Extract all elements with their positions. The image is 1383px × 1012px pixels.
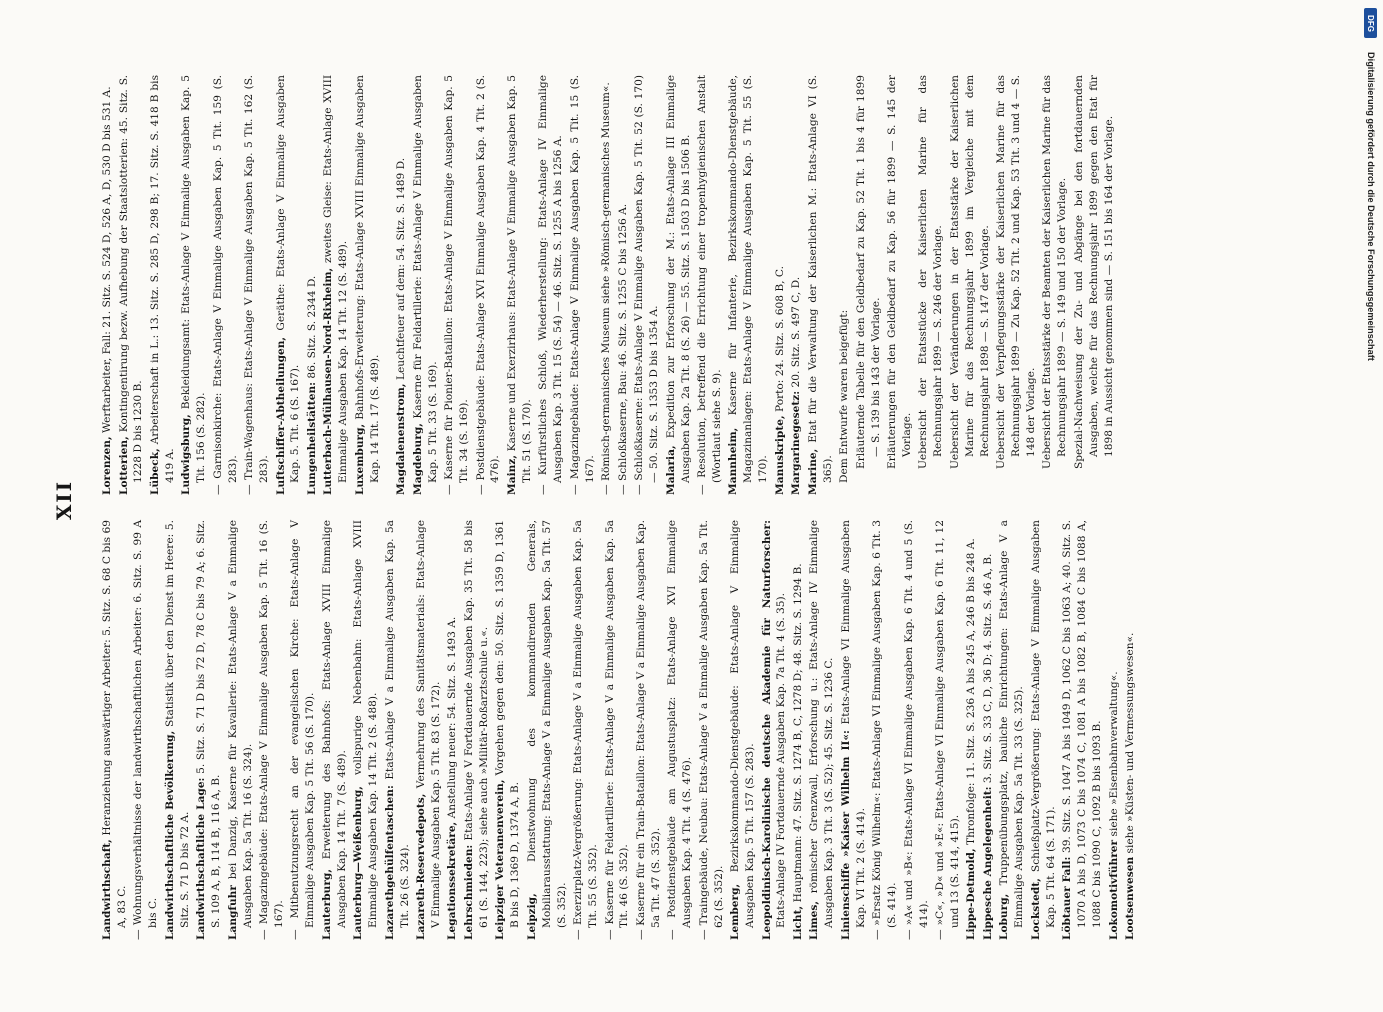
index-entry-text: Schießplatz-Vergrößerung: Etats-Anlage V Einmalige Ausgaben Kap. 5 Tit. 64 (S. 171). [1029, 520, 1057, 928]
dfg-logo [1364, 8, 1377, 38]
index-entry-text: Kaserne für Infanterie, Bezirkskommando-Dienstgebäude, Magazinanlagen: Etats-Anlage V Einmalige Ausgaben Kap. 5 Tit. 55 (S. 170). [727, 75, 770, 483]
dfg-logo-text: DFG [1366, 14, 1376, 32]
index-entry-text: — Mitbenutzungsrecht an der evangelischen Kirche: Etats-Anlage V Einmalige Ausgaben Kap. 5 Tit. 56 (S. 170). [289, 520, 317, 940]
index-entry-heading: Magdeburg, [411, 423, 424, 495]
index-entry-heading: Löbtauer Fall: [1061, 856, 1074, 940]
index-entry [179, 75, 209, 495]
index-entry [194, 520, 224, 940]
index-entry [916, 75, 946, 495]
index-entry-text: Werftarbeiter, Fall: 21. Sitz. S. 524 D, 526 A, D, 530 D bis 531 A. [101, 86, 113, 433]
index-entry [837, 75, 852, 495]
index-entry [870, 520, 900, 940]
index-entry [1040, 75, 1070, 495]
index-entry [1123, 520, 1138, 940]
index-entry [353, 75, 383, 495]
index-entry-text: Porto: 24. Sitz. S. 608 B, C. [773, 266, 786, 412]
index-entry-text: Heranziehung auswärtiger Arbeiter: 5. Sitz. S. 68 C bis 69 A, 83 C. [101, 520, 128, 928]
index-entry [568, 75, 598, 495]
page-number: XII [52, 479, 76, 521]
index-entry-text: — Wohnungsverhältnisse der landwirthschaftlichen Arbeiter: 6. Sitz. S. 99 A bis C. [132, 520, 160, 940]
index-entry-text: — Magazingebäude: Etats-Anlage V Einmalige Ausgaben Kap. 5 Tit. 15 (S. 167). [568, 75, 596, 495]
index-entry-text: Bekleidungsamt: Etats-Anlage V Einmalige Ausgaben Kap. 5 Tit. 156 (S. 282). [180, 75, 208, 483]
index-entry [726, 75, 771, 495]
index-entry-text: — »A« und »B«: Etats-Anlage VI Einmalige Ausgaben Kap. 6 Tit. 4 und 5 (S. 414). [902, 520, 930, 940]
index-entry [100, 75, 115, 495]
index-entry-text: Arbeiterschaft in L.: 13. Sitz. S. 285 D, 298 B; 17. Sitz. S. 418 B bis 419 A. [148, 74, 176, 483]
index-entry-heading: Lippe-Detmold, [965, 848, 978, 940]
index-entry-text: — Kaserne für ein Train-Bataillon: Etats-Anlage V a Einmalige Ausgaben Kap. 5a Tit. 47 (S. 352). [634, 520, 662, 940]
index-entry-heading: Lübeck, [148, 448, 161, 495]
index-entry-text: Thronfolge: 11. Sitz. S. 236 A bis 245 A, 246 B bis 248 A. [965, 538, 978, 845]
index-entry-heading: Landwirthschaftliche Lage: [195, 777, 208, 940]
index-entry-text: siehe »Küsten- und Vermessungswesen«. [1124, 632, 1137, 854]
index-entry-heading: Mannheim, [727, 427, 740, 495]
index-entry-text: 5. Sitz. S. 71 D bis 72 D, 78 C bis 79 A; 6. Sitz. S. 109 A, B, 114 B, 116 A, B. [195, 520, 223, 928]
index-entry-heading: Lemberg, [729, 883, 742, 940]
index-entry-text: Erweiterung des Bahnhofs: Etats-Anlage XVIII Einmalige Ausgaben Kap. 14 Tit. 7 (S. 489). [320, 520, 348, 928]
index-entry-text: Uebersicht der Verpflegungsstärke der Kaiserlichen Marine für das Rechnungsjahr 1899 — Zu Kap. 52 Tit. 2 und Kap. 53 Tit. 3 und 4 — S. 148 der Vorlage. [995, 75, 1037, 469]
index-entry [902, 520, 932, 940]
index-entry-text: Dem Entwurfe waren beigefügt: [838, 309, 851, 483]
index-entry-heading: Lazareth-Reservedepots, [415, 793, 428, 940]
index-entry-heading: Luxemburg, [353, 423, 366, 495]
index-entry [394, 75, 409, 495]
index-entry-text: Statistik über den Dienst im Heere: 5. Sitz. S. 71 D bis 72 A. [163, 519, 191, 928]
index-entry-text: — »Ersatz König Wilhelm«: Etats-Anlage VI Einmalige Ausgaben Kap. 6 Tit. 3 (S. 414). [871, 520, 899, 940]
index-entry [1107, 520, 1122, 940]
index-entry [807, 520, 837, 940]
index-entry [536, 75, 566, 495]
index-entry-text: Etats-Anlage V a Einmalige Ausgaben Kap. 5a Tit. 26 (S. 324). [383, 520, 411, 928]
index-entry-text: — Resolution, betreffend die Errichtung einer tropenhygienischen Anstalt (Wortlaut siehe S. 9). [696, 75, 723, 495]
index-entry [994, 75, 1039, 495]
index-entry-text: Etats-Anlage VI Einmalige Ausgaben Kap. VI Tit. 2 (S. 414). [839, 520, 867, 928]
index-entry [211, 75, 241, 495]
index-entry-text: Dienstwohnung des kommandirenden Generals, Mobiliarausstattung: Etats-Anlage V a Einmalige Ausgaben Kap. 5a Tit. 57 (S. 352). [525, 520, 568, 928]
index-entry-text: 86. Sitz. S. 2344 D. [305, 275, 318, 379]
index-entry-heading: Lutterbach-Mülhausen-Nord-Rixheim, [322, 267, 335, 495]
index-entry-heading: Leipzig, [525, 893, 538, 940]
index-entry-text: 39. Sitz. S. 1047 A bis 1049 D, 1062 C bis 1063 A; 40. Sitz. S. 1070 A bis D, 1073 C bis 1074 C, 1081 A bis 1082 B, 1084 C bis 1088 A, 1088 C bis 1090 C, 1092 B bis 1093 B. [1061, 520, 1104, 928]
index-entry-text: — Exerzirplatz-Vergrößerung: Etats-Anlage V a Einmalige Ausgaben Kap. 5a Tit. 55 (S. 352). [572, 520, 599, 940]
index-entry-text: — Postdienstgebäude: Etats-Anlage XVI Einmalige Ausgaben Kap. 4 Tit. 2 (S. 476). [474, 75, 502, 495]
index-entry-heading: Leopoldinisch-Karolinische deutsche Akademie für Naturforscher: [760, 520, 773, 940]
index-entry [474, 75, 504, 495]
index-entry-text: bei Danzig, Kaserne für Kavallerie: Etats-Anlage V a Einmalige Ausgaben Kap. 5a Tit. 16 (S. 324). [226, 520, 254, 928]
index-entry-heading: Landwirthschaft, [101, 839, 113, 940]
section-gap [384, 75, 394, 495]
index-entry [383, 520, 413, 940]
index-entry [760, 520, 790, 940]
index-entry-heading: Malaria, [664, 445, 677, 495]
index-entry-text: Expedition zur Erforschung der M.: Etats-Anlage III Einmalige Ausgaben Kap. 2a Tit. 8 (S. 26) — 55. Sitz. S. 1503 D bis 1506 B. [664, 75, 692, 483]
index-entry-heading: Legationssekretäre, [446, 821, 459, 940]
index-entry-heading: Limes, [808, 900, 821, 940]
index-entry [148, 75, 178, 495]
index-entry-text: Vorgehen gegen den: 50. Sitz. S. 1359 D, 1361 B bis D, 1369 D, 1374 A, B. [494, 520, 522, 928]
index-entry [854, 75, 884, 495]
index-entry-text: — Garnisonkirche: Etats-Anlage V Einmalige Ausgaben Kap. 5 Tit. 159 (S. 283). [211, 75, 239, 495]
index-entry-heading: Lazarethgehülfentaschen: [383, 785, 396, 940]
index-entry [1060, 520, 1105, 940]
index-entry-heading: Marine, [806, 448, 819, 495]
index-entry-text: Hauptmann: 47. Sitz. S. 1274 B, C, 1278 D; 48. Sitz. S. 1294 B. [791, 563, 804, 903]
index-entry [665, 520, 695, 940]
index-entry-heading: Margarinegesetz: [790, 390, 803, 495]
index-entry-text: vollspurige Nebenbahn: Etats-Anlage XVIII Einmalige Ausgaben Kap. 14 Tit. 2 (S. 488). [352, 520, 380, 928]
index-entry [100, 520, 130, 940]
index-entry [634, 520, 664, 940]
index-entry-heading: Lauterburg—Weißenburg, [352, 786, 365, 940]
index-entry-text: Geräthe: Etats-Anlage V Einmalige Ausgaben Kap. 5. Tit. 6 (S. 167). [274, 75, 302, 483]
index-entry-text: Uebersicht der Etatsstücke der Kaiserlichen Marine für das Rechnungsjahr 1899 — S. 246 der Vorlage. [917, 75, 945, 469]
index-entry-text: Uebersicht der Veränderungen in der Etatsstärke der Kaiserlichen Marine für das Rechnungsjahr 1899 im Vergleiche mit dem Rechnungsjahr 1898 — S. 147 der Vorlage. [948, 75, 991, 469]
index-entry [603, 520, 633, 940]
index-entry-text: Vermehrung des Sanitätsmaterials: Etats-Anlage V Einmalige Ausgaben Kap. 5 Tit. 83 (S. 172). [415, 520, 442, 928]
index-entry-text: Bahnhofs-Erweiterung: Etats-Anlage XVIII Einmalige Ausgaben Kap. 14 Tit. 17 (S. 489). [353, 75, 381, 483]
index-entry [789, 75, 804, 495]
digitization-attribution [1362, 8, 1376, 1008]
index-entry [948, 75, 993, 495]
index-entry [964, 520, 979, 940]
index-entry [525, 520, 570, 940]
index-entry [117, 75, 147, 495]
index-entry-heading: Manuskripte, [773, 415, 786, 495]
index-entry [933, 520, 963, 940]
index-entry [242, 75, 272, 495]
index-entry-text: zweites Gleise: Etats-Anlage XVIII Einmalige Ausgaben Kap. 14 Tit. 12 (S. 489). [322, 75, 350, 483]
index-entry-text: Etats-Anlage IV Fortdauernde Ausgaben Kap. 7a Tit. 4 (S. 35). [775, 592, 788, 928]
index-entry [321, 75, 351, 495]
index-entry-text: — Römisch-germanisches Museum siehe »Römisch-germanisches Museum«. [600, 82, 613, 495]
index-entry-text: Etats-Anlage V Fortdauernde Ausgaben Kap. 35 Tit. 58 bis 61 (S. 144, 223); siehe auch »Militär-Roßarztschule u.«. [462, 520, 490, 928]
index-entry-text: 3. Sitz. S. 33 C, D, 36 D; 4. Sitz. S. 46 A, B. [981, 553, 994, 784]
index-entry [351, 520, 381, 940]
index-entry [1029, 520, 1059, 940]
index-entry-text: — Kaserne für Pionier-Bataillon: Etats-Anlage V Einmalige Ausgaben Kap. 5 Tit. 34 (S. 169). [443, 75, 471, 495]
index-entry [414, 520, 444, 940]
index-entry-text: — Schloßkaserne: Etats-Anlage V Einmalige Ausgaben Kap. 5 Tit. 52 (S. 170) — 50. Sitz. S. 1353 D bis 1354 A. [633, 75, 661, 495]
index-entry-text: — Schloßkaserne, Bau: 46. Sitz. S. 1255 C bis 1256 A. [616, 203, 629, 495]
index-entry [773, 75, 788, 495]
index-entry-heading: Loburg, [998, 893, 1011, 940]
index-entry [885, 75, 915, 495]
index-entry-text: Kontingentirung bezw. Aufhebung der Staatslotterien: 45. Sitz. S. 1228 D bis 1230 B. [117, 75, 145, 483]
index-entry-text: — Kaserne für Feldartillerie: Etats-Anlage V a Einmalige Ausgaben Kap. 5a Tit. 46 (S. 352). [603, 520, 631, 940]
index-entry [997, 520, 1027, 940]
index-entry [131, 520, 161, 940]
index-entry-text: Truppenübungsplatz, bauliche Einrichtungen: Etats-Anlage V a Einmalige Ausgaben Kap. 5a Tit. 33 (S. 325). [998, 520, 1026, 928]
index-entry-heading: Linienschiffe »Kaiser Wilhelm II«: [839, 730, 852, 940]
index-entry [505, 75, 535, 495]
index-column-right [100, 75, 1118, 495]
index-entry-text: 20. Sitz. S. 497 C, D. [790, 276, 803, 388]
index-entry [664, 75, 694, 495]
index-entry [257, 520, 287, 940]
index-entry [442, 75, 472, 495]
attribution-text: Digitalisierung gefördert durch die Deutsche Forschungsgemeinschaft [1366, 52, 1376, 361]
index-entry-heading: Ludwigsburg, [180, 414, 193, 495]
index-entry-text: — Kurfürstliches Schloß, Wiederherstellung: Etats-Anlage IV Einmalige Ausgaben Kap. 3 Tit. 15 (S. 54) — 46. Sitz. S. 1255 A bis 1256 A. [537, 75, 565, 495]
index-entry-text: — Traingebäude, Neubau: Etats-Anlage V a Einmalige Ausgaben Kap. 5a Tit. 62 (S. 352). [697, 520, 725, 940]
index-entry-heading: Licht, [791, 905, 804, 940]
index-column-left [100, 520, 1140, 940]
index-entry-heading: Lootsenwesen [1124, 856, 1137, 940]
index-entry [981, 520, 996, 940]
index-entry-heading: Lungenheilstätten: [305, 381, 318, 495]
index-entry-text: — Train-Wagenhaus: Etats-Anlage V Einmalige Ausgaben Kap. 5 Tit. 162 (S. 283). [243, 75, 271, 495]
index-entry-heading: Lehrschmieden: [462, 844, 475, 940]
index-entry [728, 520, 758, 940]
index-entry [493, 520, 523, 940]
index-entry-heading: Magdalenenstrom, [395, 383, 408, 495]
index-entry-heading: Leipziger Veteranenverein, [494, 779, 507, 940]
index-entry-heading: Mainz, [505, 454, 518, 495]
index-entry-text: Uebersicht der Etatsstärke der Beamten der Kaiserlichen Marine für das Rechnungsjahr 1899 — S. 149 und 150 der Vorlage. [1041, 75, 1069, 469]
index-entry [571, 520, 601, 940]
index-entry [839, 520, 869, 940]
index-entry-heading: Langfuhr [226, 885, 239, 940]
index-entry-text: — »C«, »D« und »E«: Etats-Anlage VI Einmalige Ausgaben Kap. 6 Tit. 11, 12 und 13 (S. 414, 415). [934, 520, 961, 940]
index-entry-text: Kaserne und Exerzirhaus: Etats-Anlage V Einmalige Ausgaben Kap. 5 Tit. 51 (S. 170). [505, 74, 533, 483]
index-entry [1072, 75, 1117, 495]
index-entry-heading: Landwirthschaftliche Bevölkerung, [163, 730, 176, 940]
index-entry [445, 520, 460, 940]
index-entry-text: Bezirkskommando-Dienstgebäude: Etats-Anlage V Einmalige Ausgaben Kap. 5 Tit. 157 (S. 283). [729, 520, 757, 928]
index-entry [632, 75, 662, 495]
index-entry-text: Kaserne für Feldartillerie: Etats-Anlage V Einmalige Ausgaben Kap. 5 Tit. 33 (S. 169). [411, 75, 439, 483]
index-entry-text: Erläuternde Tabelle für den Geldbedarf zu Kap. 52 Tit. 1 bis 4 für 1899 — S. 139 bis 143 der Vorlage. [854, 75, 882, 469]
index-entry [695, 75, 725, 495]
index-entry-text: Etat für die Verwaltung der Kaiserlichen M.: Etats-Anlage VI (S. 365). [806, 75, 834, 483]
index-entry-text: — Postdienstgebäude am Augustusplatz: Etats-Anlage XVI Einmalige Ausgaben Kap. 4 Tit. 4 (S. 476). [666, 520, 694, 940]
index-entry [806, 75, 836, 495]
index-entry-text: römischer Grenzwall, Erforschung u.: Etats-Anlage IV Einmalige Ausgaben Kap. 3 Tit. 3 (S. 52); 45. Sitz. S. 1236 C. [808, 520, 836, 928]
index-entry-heading: Lauterburg, [320, 868, 333, 940]
index-entry-heading: Lippesche Angelegenheit: [981, 786, 994, 940]
index-entry-text: Spezial-Nachweisung der Zu- und Abgänge bei den fortdauernden Ausgaben, welche für das Rechnungsjahr 1899 gegen den Etat für 1898 in Aussicht genommen sind — S. 151 bis 164 der Vorlage. [1072, 75, 1115, 469]
index-entry [274, 75, 304, 495]
index-entry [697, 520, 727, 940]
index-entry [462, 520, 492, 940]
index-entry [791, 520, 806, 940]
index-entry-heading: Lokomotivführer [1107, 839, 1120, 940]
index-entry-text: — Magazingebäude: Etats-Anlage V Einmalige Ausgaben Kap. 5 Tit. 16 (S. 167). [258, 520, 285, 940]
index-entry [163, 520, 193, 940]
index-entry-heading: Luftschiffer-Abtheilungen, [274, 336, 287, 495]
index-entry [320, 520, 350, 940]
index-entry-text: Erläuterungen für den Geldbedarf zu Kap. 56 für 1899 — S. 145 der Vorlage. [886, 75, 913, 469]
index-entry [616, 75, 631, 495]
index-entry-heading: Lockstedt, [1029, 878, 1042, 940]
index-entry-text: Anstellung neuer: 54. Sitz. S. 1493 A. [446, 616, 459, 819]
index-entry [599, 75, 614, 495]
index-entry [411, 75, 441, 495]
index-entry-heading: Lotterien, [117, 436, 130, 495]
index-entry [305, 75, 320, 495]
index-entry-text: siehe »Eisenbahnverwaltung«. [1107, 671, 1120, 837]
index-entry-heading: Lorenzen, [101, 436, 113, 495]
index-entry [226, 520, 256, 940]
index-entry [288, 520, 318, 940]
index-entry-text: Leuchtfeuer auf dem: 54. Sitz. S. 1489 D. [395, 157, 408, 381]
